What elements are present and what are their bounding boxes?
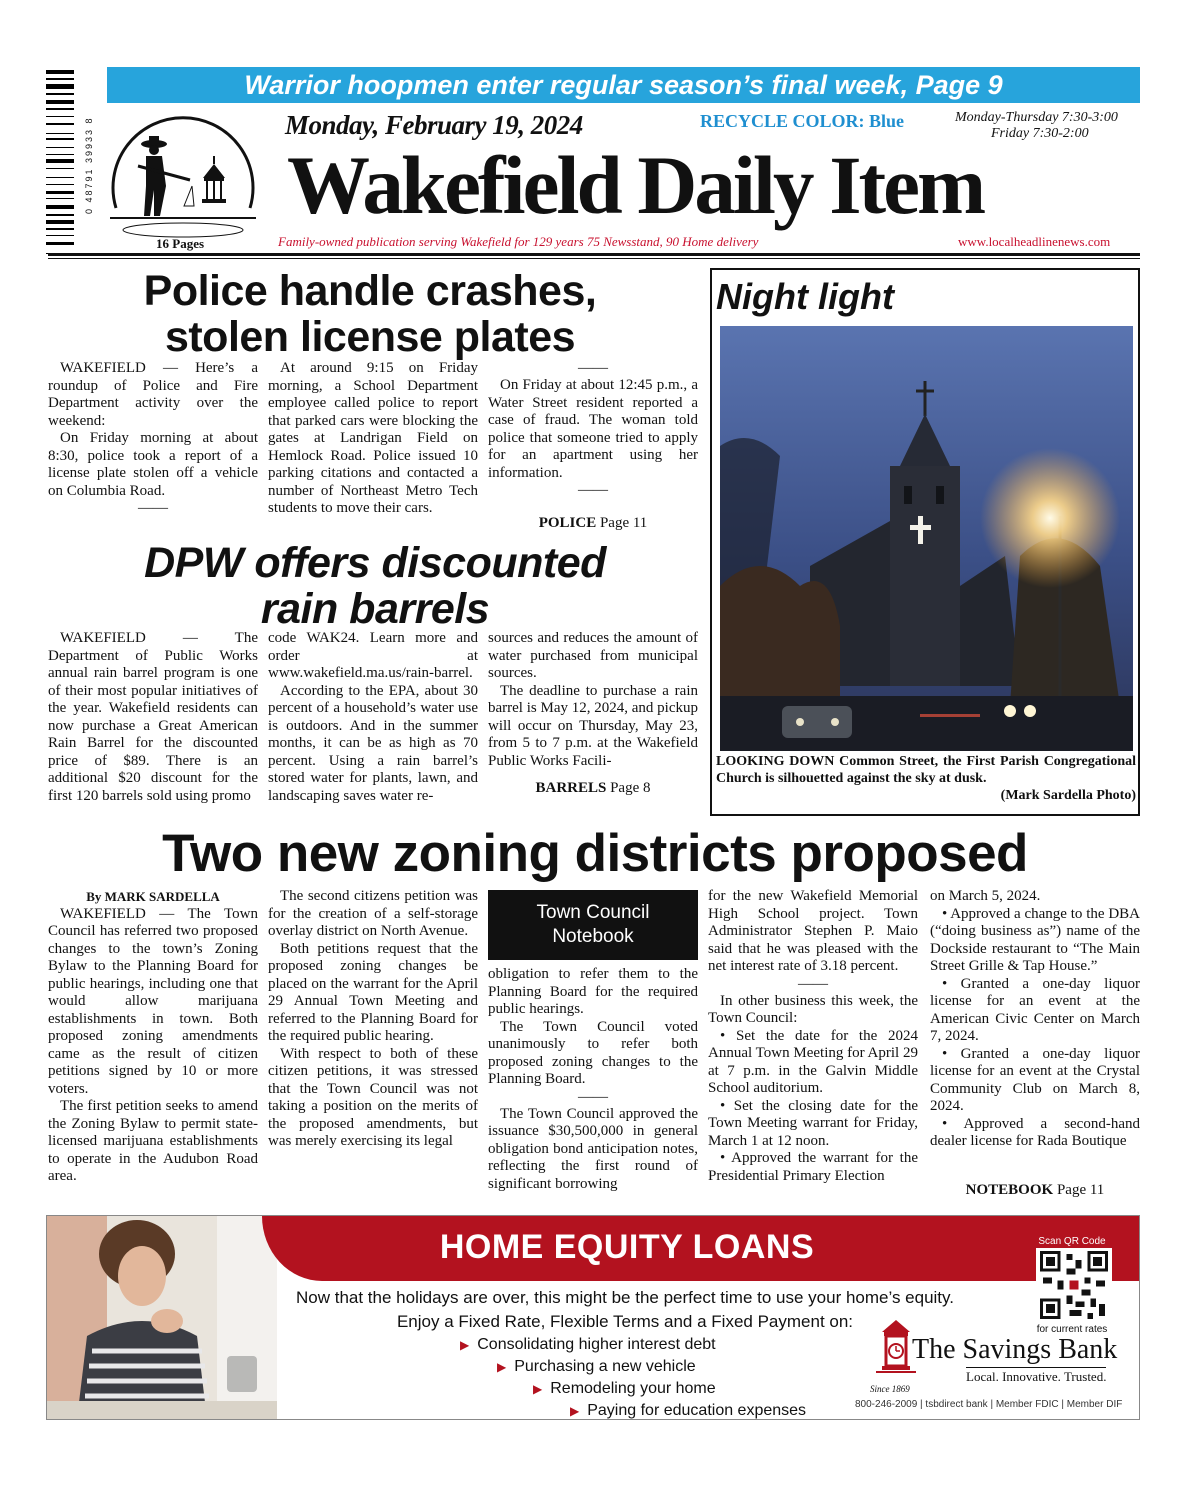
photo-credit: (Mark Sardella Photo) xyxy=(1000,788,1136,803)
paragraph: On Friday at about 12:45 p.m., a Water Street resident reported a case of fraud. The woman told police that someone tried to apply for an apartment using her information. xyxy=(488,377,698,481)
paragraph: obligation to refer them to the Planning Board for the required public hearings. xyxy=(488,966,698,1017)
paragraph: The second citizens petition was for the creation of a self-storage overlay district on North Avenue. xyxy=(268,888,478,939)
masthead-rule xyxy=(48,258,1140,259)
zoning-column-5 xyxy=(930,888,1140,1151)
bullet-item: • Set the date for the 2024 Annual Town Meeting for April 29 at 7 p.m. in the Galvin Middle School auditorium. xyxy=(708,1027,918,1096)
police-column-2 xyxy=(268,360,478,518)
barcode-bar xyxy=(46,108,74,110)
barcode-bar xyxy=(46,246,74,251)
barcode-bar xyxy=(46,154,74,155)
barcode-bar xyxy=(46,112,74,114)
triangle-bullet-icon: ▶ xyxy=(497,1360,507,1374)
zoning-column-2 xyxy=(268,888,478,1151)
bullet-item: • Set the closing date for the Town Meeting warrant for Friday, March 1 at 12 noon. xyxy=(708,1097,918,1149)
barcode-bar xyxy=(46,70,74,74)
paragraph: In other business this week, the Town Council: xyxy=(708,992,918,1026)
paragraph: On Friday morning at about 8:30, police took a report of a license plate stolen off a vehicle on Columbia Road. xyxy=(48,430,258,499)
paragraph: on March 5, 2024. xyxy=(930,888,1041,904)
paragraph: code WAK24. Learn more and order at www.wakefield.ma.us/rain-barrel. xyxy=(268,630,478,681)
bullet-item: • Approved a second-hand dealer license for Rada Boutique xyxy=(930,1115,1140,1149)
notebook-jump-link[interactable]: NOTEBOOK Page 11 xyxy=(965,1182,1105,1198)
bank-slogan: Local. Innovative. Trusted. xyxy=(966,1369,1107,1384)
separator: —— xyxy=(578,360,608,376)
photo-title: Night light xyxy=(716,276,894,317)
barcode-bar xyxy=(46,138,74,140)
notebook-title-line: Town Council xyxy=(536,902,650,923)
barcode-bar xyxy=(46,228,74,230)
zoning-column-3 xyxy=(488,966,698,1193)
barcode-bar xyxy=(46,84,74,89)
triangle-bullet-icon: ▶ xyxy=(570,1404,580,1418)
barrels-jump-link[interactable]: BARRELS Page 8 xyxy=(535,780,651,796)
dpw-headline[interactable] xyxy=(50,540,700,632)
paragraph: WAKEFIELD — The Town Council has referred two proposed changes to the town’s Zoning Bylaw to the Planning Board for public hearings, including one that would allow marijuana establishments in town. Both proposed zoning amendments came as the result of citizen petitions signed by 10 or more voters. xyxy=(48,905,258,1097)
barcode-bar xyxy=(46,242,74,244)
notebook-title-line: Notebook xyxy=(552,926,634,947)
barcode-bar xyxy=(46,116,74,117)
barcode-bar xyxy=(46,159,74,163)
town-council-notebook-box xyxy=(488,890,698,960)
ad-copy: Enjoy a Fixed Rate, Flexible Terms and a Fixed Payment on: xyxy=(396,1312,854,1331)
barcode-bar xyxy=(46,237,74,241)
barcode-bar xyxy=(46,232,74,233)
dpw-column-1 xyxy=(48,630,258,805)
barcode-bar xyxy=(46,82,74,83)
separator: —— xyxy=(798,975,828,992)
paragraph: Both petitions request that the proposed zoning changes be placed on the warrant for the April 29 Annual Town Meeting and referred to the Planning Board for the required public hearing. xyxy=(268,940,478,1044)
issue-date: Monday, February 19, 2024 xyxy=(285,110,583,140)
barcode-bar xyxy=(46,164,74,166)
top-banner[interactable]: Warrior hoopmen enter regular season’s final week, Page 9 xyxy=(107,67,1140,103)
ad-bullet: ▶ Paying for education expenses xyxy=(570,1402,807,1419)
separator: —— xyxy=(578,1088,608,1105)
paragraph: sources and reduces the amount of water purchased from municipal sources. xyxy=(488,630,698,681)
recycle-color: RECYCLE COLOR: Blue xyxy=(700,111,905,131)
barcode-bar xyxy=(46,184,74,185)
paragraph: According to the EPA, about 30 percent of a household’s water use is outdoors. And in the summer months, it can be as high as 70 percent. Using a rain barrel’s stored water for plants, lawn, and landscaping saves water re- xyxy=(268,682,478,804)
triangle-bullet-icon: ▶ xyxy=(533,1382,543,1396)
dpw-column-2 xyxy=(268,630,478,805)
barcode-bar xyxy=(46,150,74,152)
barcode-bar xyxy=(46,168,74,169)
bank-since: Since 1869 xyxy=(870,1384,910,1394)
police-column-1 xyxy=(48,360,258,517)
bullet-item: • Granted a one-day liquor license for an event at the American Civic Center on March 7, 2024. xyxy=(930,975,1140,1044)
bullet-item: • Approved a change to the DBA (“doing business as”) name of the Dockside restaurant to “The Main Street Grille & Tap House.” xyxy=(930,905,1140,974)
barcode-bar xyxy=(46,198,74,199)
barcode-digits: 0 48791 39933 8 xyxy=(84,116,94,214)
barcode-bar xyxy=(46,93,74,94)
barcode-bar xyxy=(46,191,74,193)
barcode-bar xyxy=(46,147,74,148)
ad-bullet: ▶ Remodeling your home xyxy=(533,1380,716,1397)
paragraph: With respect to both of these citizen petitions, it was stressed that the Town Council was not taking a position on the merits of the proposed amendments, but was merely exercising its legal xyxy=(268,1045,478,1149)
byline: By MARK SARDELLA xyxy=(86,889,220,904)
zoning-column-4 xyxy=(708,888,918,1185)
ad-title: HOME EQUITY LOANS xyxy=(439,1228,815,1266)
barcode-bar xyxy=(46,211,74,212)
barcode-bar xyxy=(46,195,74,196)
tagline: Family-owned publication serving Wakefield for 129 years 75 Newsstand, 90 Home delivery xyxy=(278,234,759,249)
separator: —— xyxy=(578,482,608,498)
barcode-bar xyxy=(46,96,74,98)
barcode-bar xyxy=(46,186,74,190)
masthead-rule xyxy=(48,253,1140,256)
barcode-bar xyxy=(46,235,74,236)
minuteman-logo-icon xyxy=(108,108,258,242)
ad-bullet: ▶ Purchasing a new vehicle xyxy=(497,1358,696,1375)
hours-line: Friday 7:30-2:00 xyxy=(991,126,1089,141)
dpw-column-3 xyxy=(488,630,698,798)
triangle-bullet-icon: ▶ xyxy=(460,1338,470,1352)
paragraph: The first petition seeks to amend the Zoning Bylaw to permit state-licensed marijuana establishments to operate in the Audubon Road area. xyxy=(48,1098,258,1184)
headline-line: DPW offers discounted xyxy=(144,539,606,587)
church-photo[interactable] xyxy=(720,326,1133,751)
barcode-bar xyxy=(46,78,74,80)
website-link[interactable]: www.localheadlinenews.com xyxy=(958,234,1111,249)
barcode-bar xyxy=(46,156,74,157)
separator: —— xyxy=(138,500,168,516)
barcode-bar xyxy=(46,205,74,210)
barcode-bar xyxy=(46,75,74,76)
barcode-bar xyxy=(46,123,74,124)
barcode-bar xyxy=(46,126,74,131)
zoning-column-1 xyxy=(48,888,258,1186)
barcode-bar xyxy=(46,201,74,203)
ad-woman-photo xyxy=(47,1216,277,1419)
paragraph: At around 9:15 on Friday morning, a School Department employee called police to report that parked cars were blocking the gates at Landrigan Field on Hemlock Road. Police issued 10 parking citations and contacted a number of Northeast Metro Tech students to move their cars. xyxy=(268,360,478,516)
headline-line: rain barrels xyxy=(260,585,490,633)
bullet-item: • Granted a one-day liquor license for an event at the Crystal Community Club on March 8, 2024. xyxy=(930,1045,1140,1114)
paragraph: WAKEFIELD — Here’s a roundup of Police and Fire Department activity over the weekend: xyxy=(48,360,258,429)
police-headline[interactable] xyxy=(50,268,690,360)
barcode-bar xyxy=(46,142,74,146)
barcode-bar xyxy=(46,214,74,216)
paragraph: The Town Council voted unanimously to refer both proposed zoning changes to the Planning Board. xyxy=(488,1018,698,1087)
barcode-bar xyxy=(46,218,74,219)
qr-label: Scan QR Code xyxy=(1038,1236,1106,1247)
bullet-item: • Approved the warrant for the Presidential Primary Election xyxy=(708,1150,918,1184)
barcode-bar xyxy=(46,135,74,136)
bank-name: The Savings Bank xyxy=(912,1334,1118,1365)
barcode-bar xyxy=(46,171,74,176)
ad-copy: Now that the holidays are over, this might be the perfect time to use your home’s equity. xyxy=(296,1288,954,1307)
headline-line: stolen license plates xyxy=(164,313,576,361)
qr-rates-label: for current rates xyxy=(1036,1324,1108,1335)
barcode-bar xyxy=(46,177,74,178)
page-count: 16 Pages xyxy=(156,236,205,251)
barcode-bar xyxy=(46,225,74,226)
barcode-bar xyxy=(46,180,74,182)
barcode-bar xyxy=(46,100,74,104)
barcode-bar xyxy=(46,133,74,134)
hours-line: Monday-Thursday 7:30-3:00 xyxy=(955,110,1118,125)
ad-bullet: ▶ Consolidating higher interest debt xyxy=(460,1336,716,1353)
barcode-bar xyxy=(46,105,74,106)
barcode-bar xyxy=(46,220,74,224)
barcode-bar xyxy=(46,118,74,122)
qr-code-icon[interactable] xyxy=(1036,1248,1112,1322)
paragraph: The deadline to purchase a rain barrel is May 12, 2024, and pickup will occur on Thursday, May 23, from 5 to 7 p.m. at the Wakefield Public Works Facili- xyxy=(488,682,698,769)
police-jump-link[interactable]: POLICE Page 11 xyxy=(538,515,648,531)
photo-caption: LOOKING DOWN Common Street, the First Parish Congregational Church is silhouetted against the sky at dusk. xyxy=(716,754,1136,786)
paragraph: for the new Wakefield Memorial High School project. Town Administrator Stephen P. Maio said that he was pleased with the net interest rate of 3.18 percent. xyxy=(708,888,918,974)
headline-line: Police handle crashes, xyxy=(143,267,597,315)
police-column-3 xyxy=(488,360,698,533)
zoning-headline[interactable]: Two new zoning districts proposed xyxy=(162,824,1028,883)
newspaper-name: Wakefield Daily Item xyxy=(287,139,984,231)
ad-footer: 800-246-2009 | tsbdirect bank | Member FDIC | Member DIF xyxy=(855,1399,1123,1410)
paragraph: WAKEFIELD — The Department of Public Works annual rain barrel program is one of their most popular initiatives of the year. Wakefield residents can now purchase a Great American Rain Barrel for the discounted price of $89. There is an additional $20 discount for the first 120 barrels sold using promo xyxy=(48,630,258,804)
barcode-bar xyxy=(46,91,74,92)
paragraph: The Town Council approved the issuance $30,500,000 in general obligation bond anticipation notes, reflecting the first round of significant borrowing xyxy=(488,1105,698,1192)
